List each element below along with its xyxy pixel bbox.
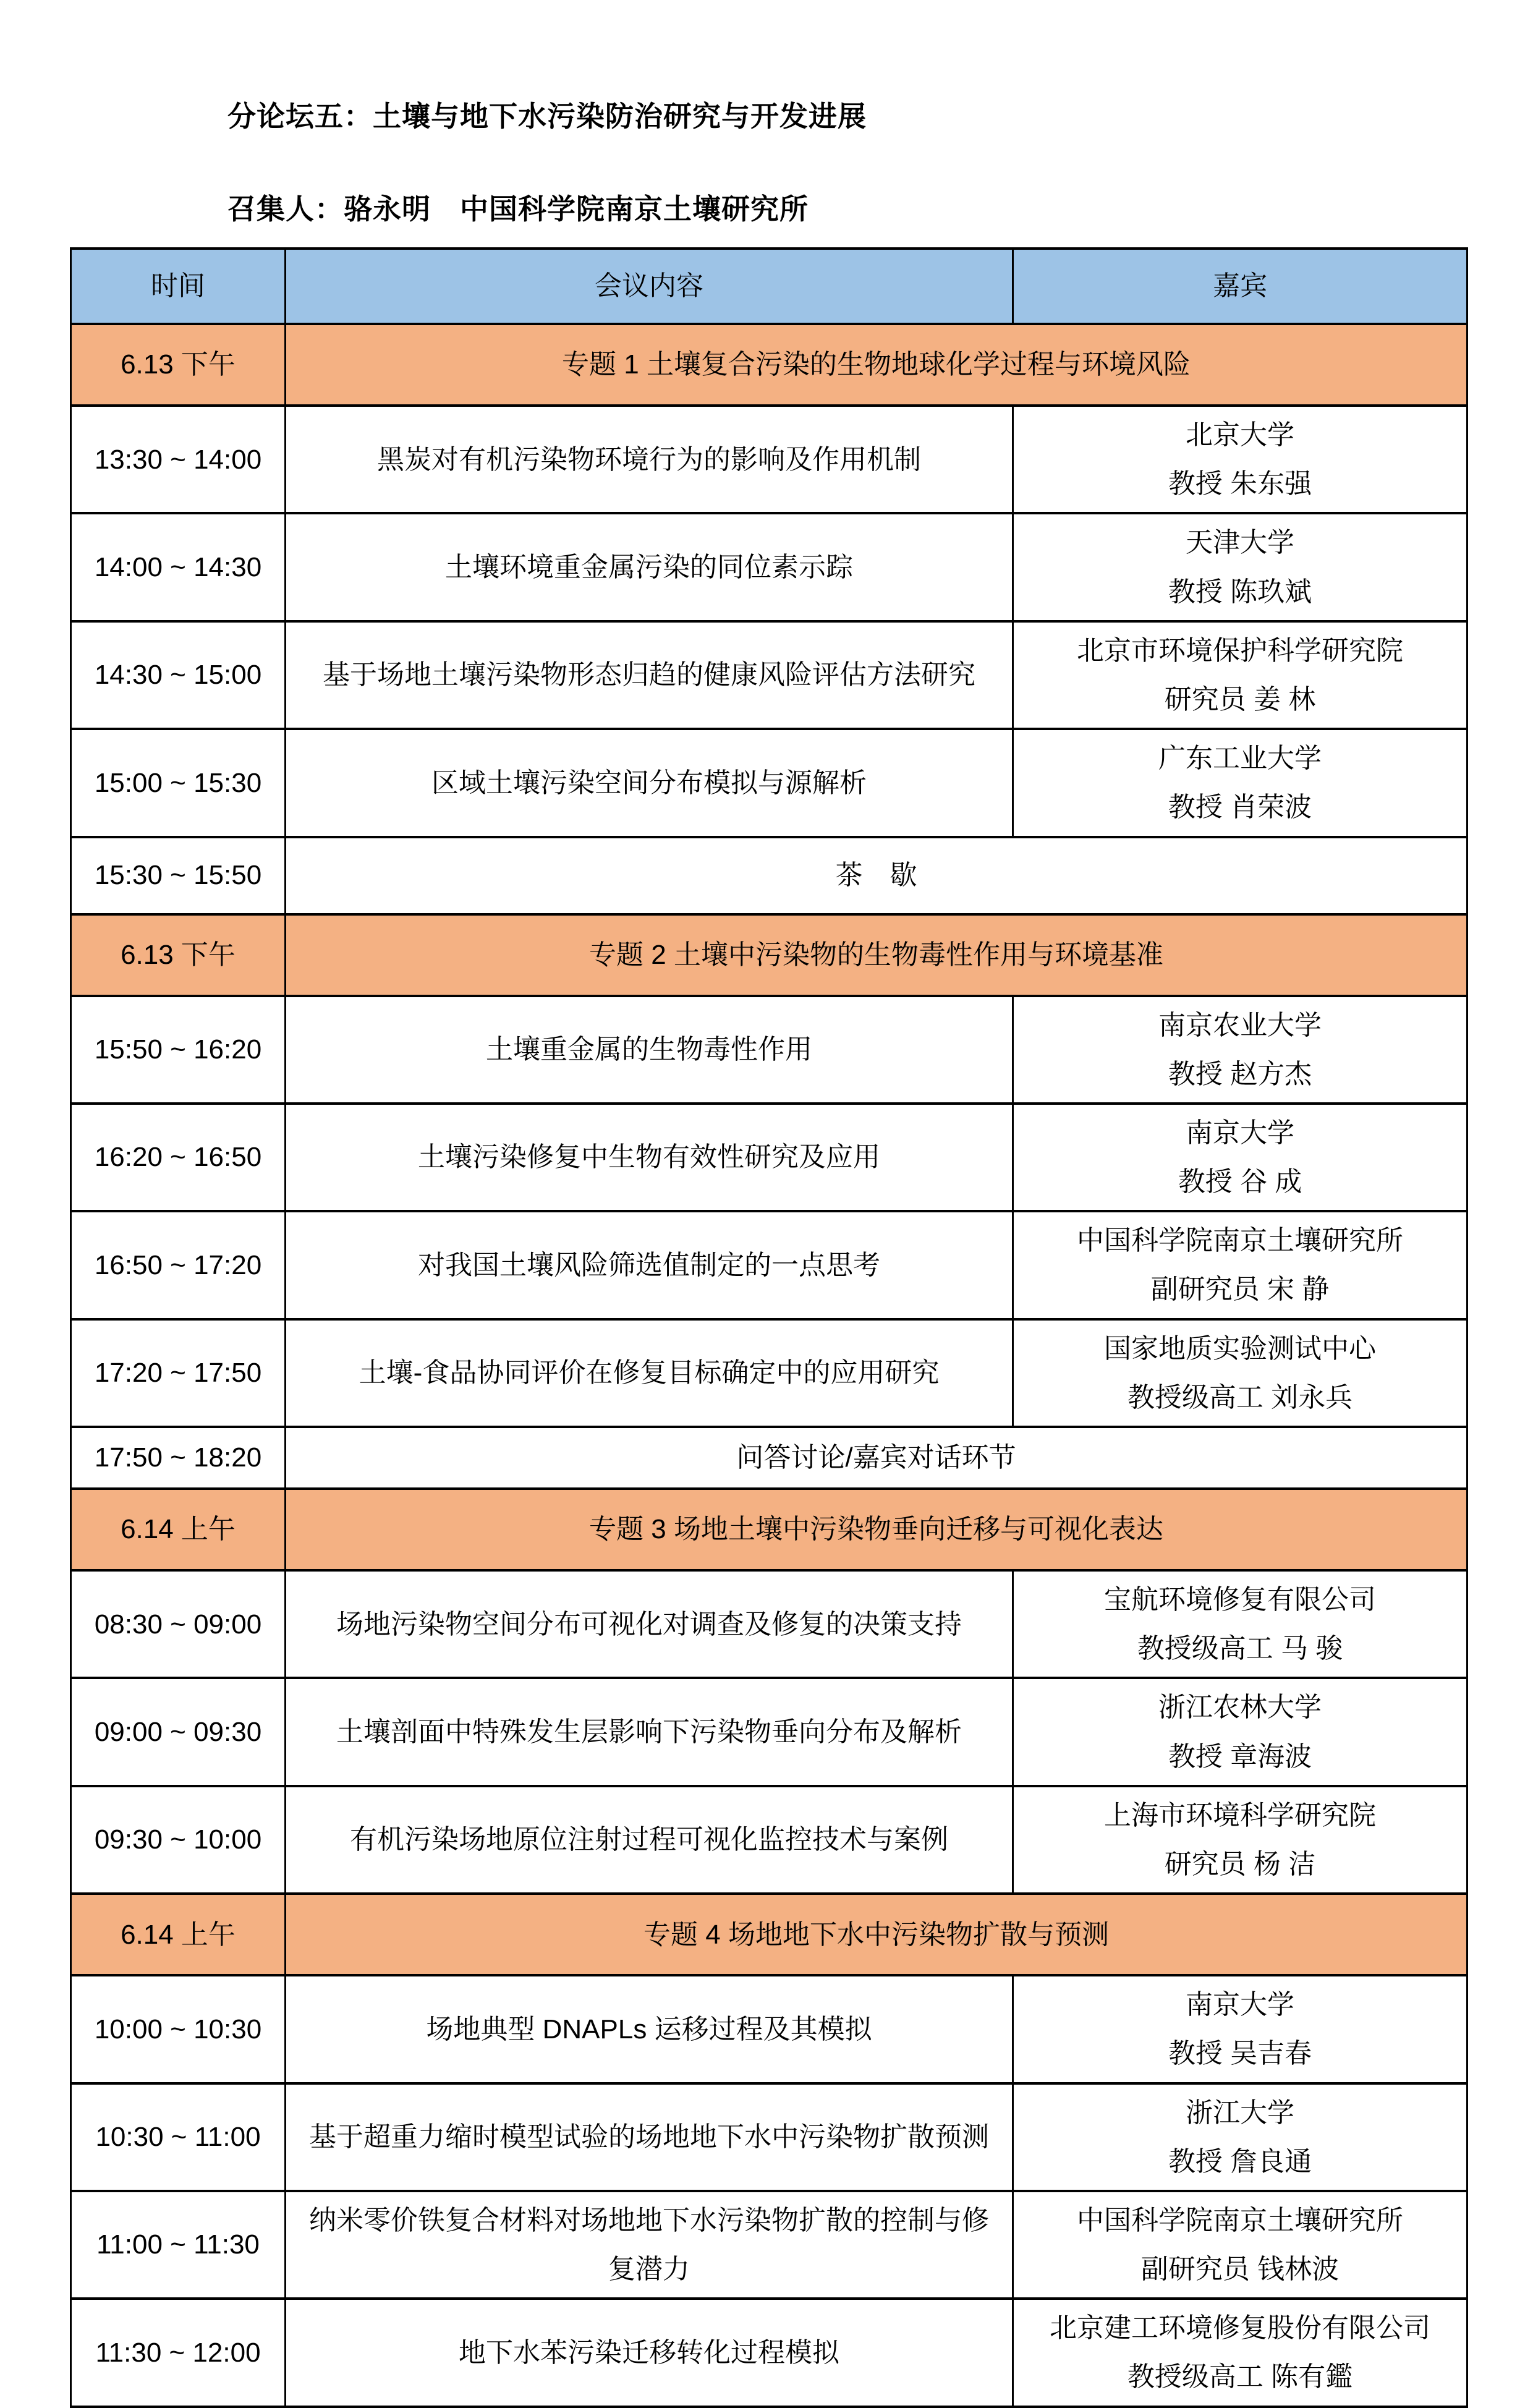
event-label: 问答讨论/嘉宾对话环节 <box>286 1427 1467 1489</box>
guest-person: 教授 朱东强 <box>1168 469 1312 500</box>
talk-row <box>71 996 1467 1104</box>
guest-person: 教授级高工 陈有鑑 <box>1127 2362 1353 2393</box>
guest-person: 教授级高工 刘永兵 <box>1127 1382 1353 1413</box>
guest-organization: 广东工业大学 <box>1158 743 1322 774</box>
session-date: 6.13 下午 <box>71 324 286 406</box>
guest-cell <box>1013 1319 1467 1427</box>
guest-person: 教授 吴吉春 <box>1168 2038 1312 2069</box>
session-date: 6.13 下午 <box>71 914 286 996</box>
time-slot: 15:50 ~ 16:20 <box>71 996 286 1104</box>
talk-row <box>71 1975 1467 2083</box>
guest-cell <box>1013 1570 1467 1678</box>
event-label: 茶 歇 <box>286 837 1467 914</box>
time-slot: 17:50 ~ 18:20 <box>71 1427 286 1489</box>
session-date: 6.14 上午 <box>71 1489 286 1570</box>
time-slot: 09:00 ~ 09:30 <box>71 1678 286 1785</box>
talk-row <box>71 513 1467 621</box>
time-slot: 16:20 ~ 16:50 <box>71 1104 286 1211</box>
time-slot: 11:30 ~ 12:00 <box>71 2299 286 2406</box>
guest-person: 教授 谷 成 <box>1178 1167 1302 1198</box>
schedule-table-head <box>71 249 1467 324</box>
session-title: 专题 3 场地土壤中污染物垂向迁移与可视化表达 <box>286 1489 1467 1570</box>
guest-organization: 南京大学 <box>1186 1989 1294 2020</box>
guest-cell <box>1013 513 1467 621</box>
header-row <box>71 249 1467 324</box>
schedule-table-body <box>71 324 1467 2407</box>
talk-title: 土壤剖面中特殊发生层影响下污染物垂向分布及解析 <box>286 1678 1013 1785</box>
guest-person: 教授 赵方杰 <box>1168 1058 1312 1089</box>
guest-organization: 北京大学 <box>1186 420 1294 450</box>
time-slot: 17:20 ~ 17:50 <box>71 1319 286 1427</box>
talk-title: 基于超重力缩时模型试验的场地地下水中污染物扩散预测 <box>286 2083 1013 2191</box>
talk-title: 区域土壤污染空间分布模拟与源解析 <box>286 729 1013 836</box>
talk-row <box>71 1570 1467 1678</box>
time-slot: 10:00 ~ 10:30 <box>71 1975 286 2083</box>
guest-cell <box>1013 406 1467 513</box>
time-slot: 16:50 ~ 17:20 <box>71 1211 286 1319</box>
time-slot: 09:30 ~ 10:00 <box>71 1786 286 1894</box>
guest-organization: 浙江农林大学 <box>1158 1692 1322 1723</box>
guest-person: 教授级高工 马 骏 <box>1137 1633 1343 1664</box>
guest-organization: 北京市环境保护科学研究院 <box>1077 635 1403 666</box>
talk-title: 场地污染物空间分布可视化对调查及修复的决策支持 <box>286 1570 1013 1678</box>
guest-organization: 北京建工环境修复股份有限公司 <box>1050 2313 1430 2344</box>
time-slot: 14:30 ~ 15:00 <box>71 621 286 729</box>
guest-cell <box>1013 1678 1467 1785</box>
talk-title: 基于场地土壤污染物形态归趋的健康风险评估方法研究 <box>286 621 1013 729</box>
convener-line: 召集人：骆永明 中国科学院南京土壤研究所 <box>227 193 809 225</box>
session-title: 专题 2 土壤中污染物的生物毒性作用与环境基准 <box>286 914 1467 996</box>
session-title: 专题 1 土壤复合污染的生物地球化学过程与环境风险 <box>286 324 1467 406</box>
time-slot: 15:00 ~ 15:30 <box>71 729 286 836</box>
time-slot: 13:30 ~ 14:00 <box>71 406 286 513</box>
guest-cell <box>1013 1786 1467 1894</box>
guest-organization: 宝航环境修复有限公司 <box>1104 1585 1376 1615</box>
guest-person: 教授 肖荣波 <box>1168 792 1312 823</box>
session-header-row <box>71 914 1467 996</box>
talk-row <box>71 406 1467 513</box>
guest-cell <box>1013 729 1467 836</box>
guest-person: 教授 章海波 <box>1168 1741 1312 1772</box>
header-cell-content: 会议内容 <box>286 249 1013 324</box>
talk-row <box>71 1211 1467 1319</box>
time-slot: 11:00 ~ 11:30 <box>71 2191 286 2299</box>
talk-title: 地下水苯污染迁移转化过程模拟 <box>286 2299 1013 2406</box>
schedule-table <box>70 247 1468 2408</box>
guest-person: 教授 詹良通 <box>1168 2146 1312 2177</box>
guest-organization: 浙江大学 <box>1186 2097 1294 2128</box>
time-slot: 14:00 ~ 14:30 <box>71 513 286 621</box>
talk-row <box>71 2299 1467 2406</box>
forum-title: 分论坛五：土壤与地下水污染防治研究与开发进展 <box>227 100 867 132</box>
talk-title: 土壤重金属的生物毒性作用 <box>286 996 1013 1104</box>
guest-cell <box>1013 1104 1467 1211</box>
guest-cell <box>1013 621 1467 729</box>
guest-organization: 天津大学 <box>1186 527 1294 558</box>
talk-row <box>71 1104 1467 1211</box>
session-header-row <box>71 1489 1467 1570</box>
talk-title: 有机污染场地原位注射过程可视化监控技术与案例 <box>286 1786 1013 1894</box>
session-title: 专题 4 场地地下水中污染物扩散与预测 <box>286 1894 1467 1975</box>
guest-cell <box>1013 1975 1467 2083</box>
tea-break-row <box>71 837 1467 914</box>
time-slot: 15:30 ~ 15:50 <box>71 837 286 914</box>
talk-title: 土壤污染修复中生物有效性研究及应用 <box>286 1104 1013 1211</box>
guest-person: 研究员 杨 洁 <box>1164 1849 1316 1879</box>
talk-title: 纳米零价铁复合材料对场地地下水污染物扩散的控制与修复潜力 <box>286 2191 1013 2299</box>
guest-person: 研究员 姜 林 <box>1164 684 1316 715</box>
talk-title: 黑炭对有机污染物环境行为的影响及作用机制 <box>286 406 1013 513</box>
guest-cell <box>1013 2299 1467 2406</box>
guest-cell <box>1013 1211 1467 1319</box>
guest-cell <box>1013 2191 1467 2299</box>
guest-organization: 国家地质实验测试中心 <box>1104 1333 1376 1364</box>
time-slot: 08:30 ~ 09:00 <box>71 1570 286 1678</box>
guest-organization: 南京大学 <box>1186 1117 1294 1148</box>
talk-row <box>71 2083 1467 2191</box>
guest-organization: 中国科学院南京土壤研究所 <box>1077 1225 1403 1256</box>
talk-title: 场地典型 DNAPLs 运移过程及其模拟 <box>286 1975 1013 2083</box>
guest-person: 副研究员 钱林波 <box>1140 2254 1340 2285</box>
talk-row <box>71 729 1467 836</box>
talk-row <box>71 1678 1467 1785</box>
talk-title: 土壤环境重金属污染的同位素示踪 <box>286 513 1013 621</box>
guest-organization: 上海市环境科学研究院 <box>1104 1800 1376 1831</box>
talk-title: 对我国土壤风险筛选值制定的一点思考 <box>286 1211 1013 1319</box>
talk-row <box>71 2191 1467 2299</box>
guest-organization: 南京农业大学 <box>1158 1010 1322 1040</box>
qa-row <box>71 1427 1467 1489</box>
guest-cell <box>1013 2083 1467 2191</box>
guest-person: 教授 陈玖斌 <box>1168 576 1312 607</box>
time-slot: 10:30 ~ 11:00 <box>71 2083 286 2191</box>
guest-organization: 中国科学院南京土壤研究所 <box>1077 2205 1403 2236</box>
talk-row <box>71 1319 1467 1427</box>
session-header-row <box>71 1894 1467 1975</box>
talk-title: 土壤-食品协同评价在修复目标确定中的应用研究 <box>286 1319 1013 1427</box>
session-header-row <box>71 324 1467 406</box>
header-cell-time: 时间 <box>71 249 286 324</box>
guest-cell <box>1013 996 1467 1104</box>
guest-person: 副研究员 宋 静 <box>1150 1274 1330 1305</box>
header-cell-guest: 嘉宾 <box>1013 249 1467 324</box>
session-date: 6.14 上午 <box>71 1894 286 1975</box>
talk-row <box>71 621 1467 729</box>
talk-row <box>71 1786 1467 1894</box>
